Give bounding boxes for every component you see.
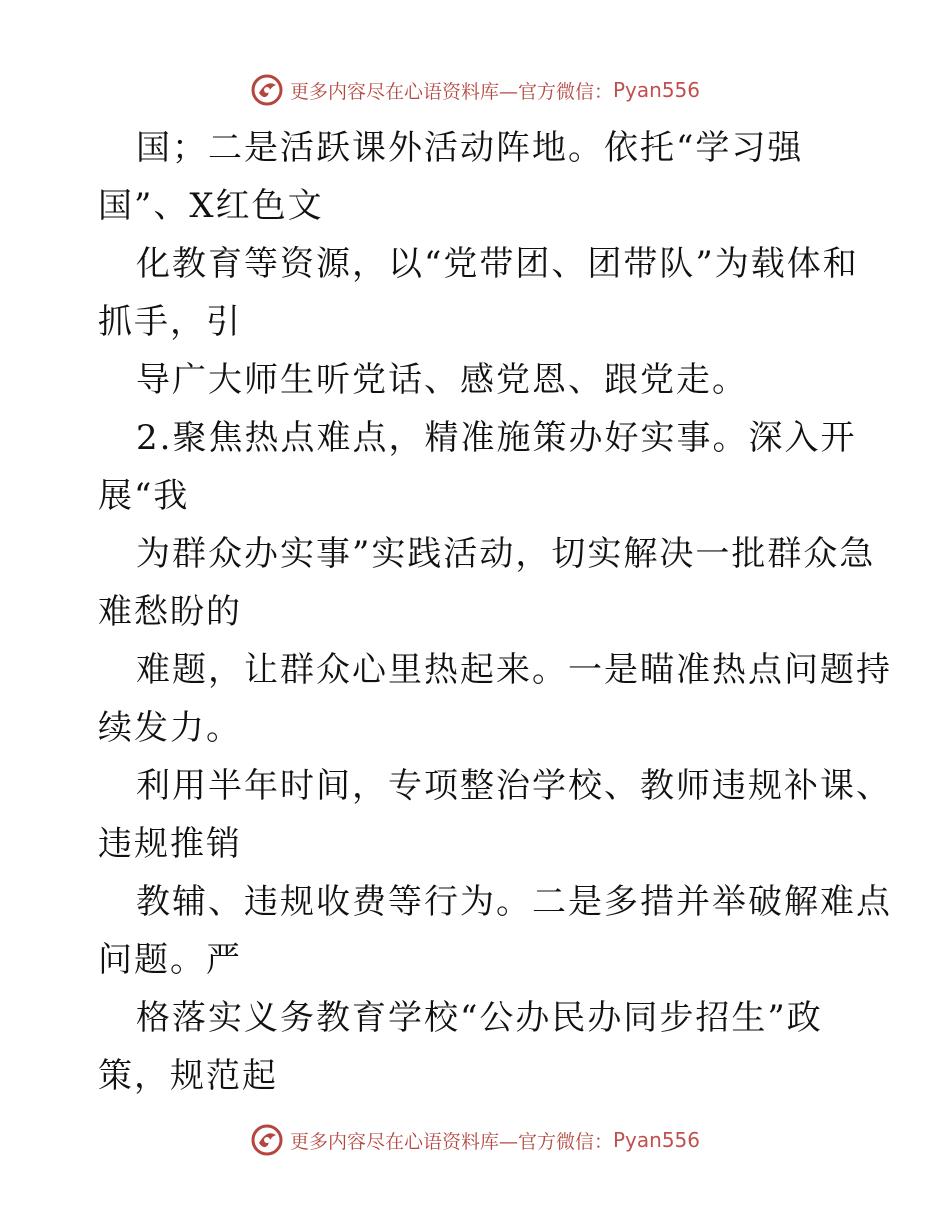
body-line: 难题，让群众心里热起来。一是瞄准热点问题持 bbox=[136, 650, 892, 690]
header-watermark-text: 更多内容尽在心语资料库—官方微信： bbox=[289, 80, 613, 103]
body-line: 违规推销 bbox=[98, 824, 242, 864]
flower-seal-icon bbox=[250, 1123, 284, 1157]
body-line: 问题。严 bbox=[98, 940, 242, 980]
body-line: 抓手，引 bbox=[98, 302, 242, 342]
body-line: 化教育等资源，以“党带团、团带队”为载体和 bbox=[136, 244, 859, 284]
header-watermark-handle: Pyan556 bbox=[613, 78, 701, 102]
body-line: 导广大师生听党话、感党恩、跟党走。 bbox=[136, 360, 748, 400]
body-line: 国；二是活跃课外活动阵地。依托“学习强 bbox=[136, 128, 804, 168]
body-line: 为群众办实事”实践活动，切实解决一批群众急 bbox=[136, 534, 876, 574]
flower-seal-icon bbox=[250, 73, 284, 107]
body-line: 国”、X红色文 bbox=[98, 186, 324, 226]
footer-watermark-text: 更多内容尽在心语资料库—官方微信： bbox=[289, 1130, 613, 1153]
body-line: 教辅、违规收费等行为。二是多措并举破解难点 bbox=[136, 882, 892, 922]
body-line: 2.聚焦热点难点，精准施策办好实事。深入开 bbox=[136, 418, 857, 458]
body-line: 策，规范起 bbox=[98, 1056, 278, 1096]
footer-watermark-handle: Pyan556 bbox=[613, 1128, 701, 1152]
body-line: 利用半年时间，专项整治学校、教师违规补课、 bbox=[136, 766, 892, 806]
footer-watermark bbox=[0, 1120, 950, 1160]
body-line: 展“我 bbox=[98, 476, 190, 516]
body-line: 续发力。 bbox=[98, 708, 242, 748]
body-line: 难愁盼的 bbox=[98, 592, 242, 632]
body-line: 格落实义务教育学校“公办民办同步招生”政 bbox=[136, 998, 823, 1038]
header-watermark bbox=[0, 70, 950, 110]
